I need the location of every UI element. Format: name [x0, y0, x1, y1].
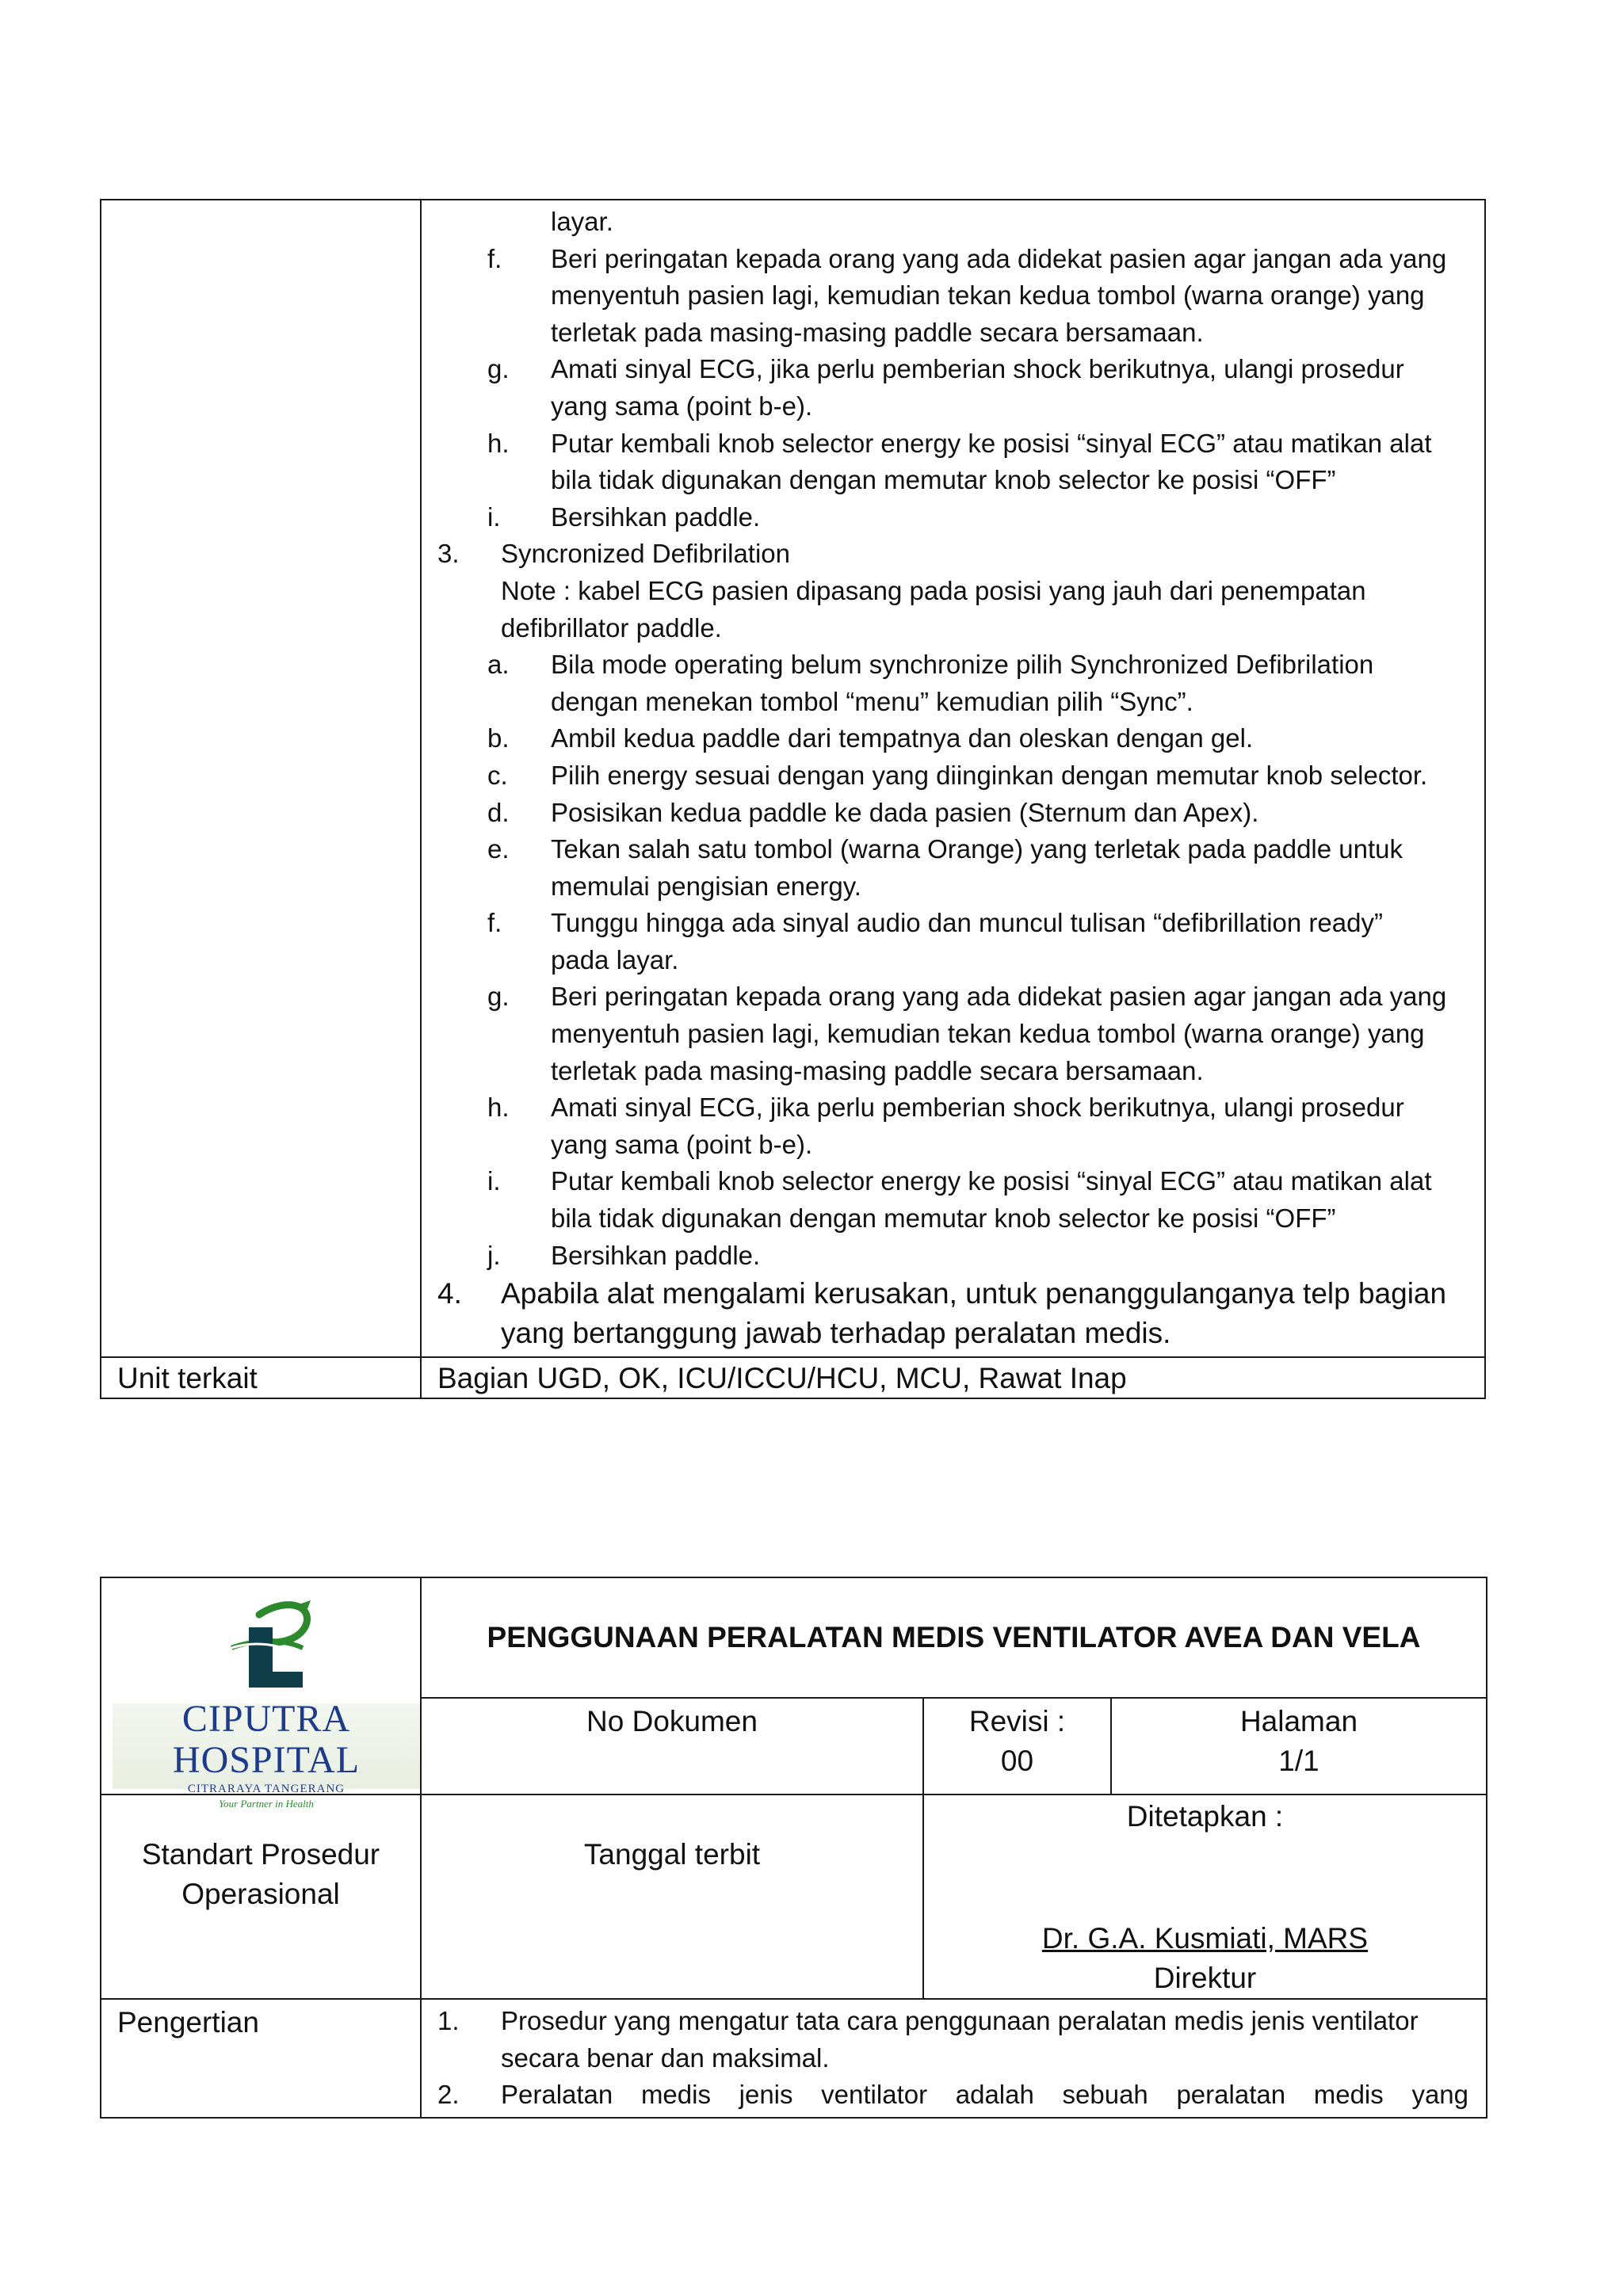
logo-tagline: Your Partner in Health: [219, 1798, 314, 1810]
list-item: 1. Prosedur yang mengatur tata cara penggunaan peralatan medis jenis ventilator secara benar dan maksimal.: [437, 2006, 1419, 2073]
section-heading: 3. Syncronized Defibrilation: [437, 539, 791, 569]
note-text: Note : kabel ECG pasien dipasang pada posisi yang jauh dari penempatan: [501, 575, 1366, 605]
list-item: j. Bersihkan paddle.: [487, 1240, 761, 1270]
list-item: f. Beri peringatan kepada orang yang ada didekat pasien agar jangan ada yang menyentuh pasien lagi, kemudian tekan kedua tombol (warna orange) yang terletak pada masing-masing paddle secara bersamaan.: [487, 243, 1447, 347]
list-item: i. Putar kembali knob selector energy ke posisi “sinyal ECG” atau matikan alat bila tidak digunakan dengan memutar knob selector ke posisi “OFF”: [487, 1166, 1432, 1234]
pengertian-label: Pengertian: [101, 1999, 421, 2118]
no-dokumen-label: No Dokumen: [421, 1698, 923, 1794]
sop-header-table: [100, 1577, 1487, 2119]
list-item: d. Posisikan kedua paddle ke dada pasien (Sternum dan Apex).: [487, 797, 1259, 827]
hospital-emblem-icon: [113, 1599, 420, 1702]
director-title: Direktur: [1153, 1962, 1257, 1994]
list-item: h. Amati sinyal ECG, jika perlu pemberian shock berikutnya, ulangi prosedur yang sama (point b-e).: [487, 1093, 1404, 1159]
list-item: a. Bila mode operating belum synchronize pilih Synchronized Defibrilation dengan menekan tombol “menu” kemudian pilih “Sync”.: [487, 650, 1374, 716]
list-item: b. Ambil kedua paddle dari tempatnya dan oleskan dengan gel.: [487, 723, 1254, 753]
pengertian-content: [421, 1999, 1487, 2118]
list-item: e. Tekan salah satu tombol (warna Orange) yang terletak pada paddle untuk memulai pengisian energy.: [487, 834, 1403, 901]
unit-terkait-label: Unit terkait: [101, 1357, 421, 1398]
logo-sub: CITRARAYA TANGERANG: [187, 1783, 346, 1795]
list-item: i. Bersihkan paddle.: [487, 502, 761, 532]
left-column-empty: [101, 200, 421, 1357]
list-item: g. Beri peringatan kepada orang yang ada didekat pasien agar jangan ada yang menyentuh pasien lagi, kemudian tekan kedua tombol (warna orange) yang terletak pada masing-masing paddle secara bersamaan.: [487, 982, 1447, 1085]
logo-name: CIPUTRA HOSPITAL: [172, 1698, 361, 1781]
hospital-logo: [101, 1577, 421, 1810]
halaman-cell: Halaman 1/1: [1111, 1698, 1487, 1794]
list-item: layar.: [551, 207, 613, 236]
revisi-cell: Revisi : 00: [923, 1698, 1111, 1794]
list-item: 2. Peralatan medis jenis ventilator adalah sebuah peralatan medis yang: [437, 2080, 1468, 2110]
sop-label: Standart Prosedur Operasional: [101, 1794, 421, 1999]
list-item: c. Pilih energy sesuai dengan yang diinginkan dengan memutar knob selector.: [487, 760, 1428, 790]
director-name: Dr. G.A. Kusmiati, MARS: [1041, 1922, 1369, 1955]
list-item: g. Amati sinyal ECG, jika perlu pemberian shock berikutnya, ulangi prosedur yang sama (point b-e).: [487, 354, 1404, 421]
list-item: 4. Apabila alat mengalami kerusakan, untuk penanggulanganya telp bagian yang bertanggung jawab terhadap peralatan medis.: [437, 1277, 1447, 1350]
list-item: h. Putar kembali knob selector energy ke posisi “sinyal ECG” atau matikan alat bila tidak digunakan dengan memutar knob selector ke posisi “OFF”: [487, 428, 1432, 495]
tanggal-terbit-label: Tanggal terbit: [421, 1794, 923, 1999]
document-title: PENGGUNAAN PERALATAN MEDIS VENTILATOR AVEA DAN VELA: [421, 1577, 1487, 1698]
list-item: f. Tunggu hingga ada sinyal audio dan muncul tulisan “defibrillation ready” pada layar.: [487, 908, 1383, 974]
unit-terkait-value: Bagian UGD, OK, ICU/ICCU/HCU, MCU, Rawat Inap: [421, 1357, 1485, 1398]
procedure-cell: layar. f. Beri peringatan kepada orang yang ada didekat pasien agar jangan ada yang menyentuh pasien lagi, kemudian tekan kedua tombol (warna orange) yang terletak pada masing-masing paddle secara bersamaan. g. Amati sinyal ECG, jika perlu pemberian shock berikutnya, ulangi prosedur yang sama (point b-e). h. Putar kembali knob selector energy ke posisi “sinyal ECG” atau matikan alat bila tidak digunakan dengan memutar knob selector ke posisi “OFF” i. Bersihkan paddle. 3. Syncronized Defibrilation Note : kabel ECG pasien dipasang pada posisi yang jauh dari penempatan defibrillator paddle. a. Bila mode operating belum synchronize pilih Synchronized Defibrilation dengan menekan tombol “menu” kemudian pilih “Sync”. b. Ambil kedua paddle dari tempatnya dan oleskan dengan gel. c. Pilih energy sesuai dengan yang diinginkan dengan memutar knob selector. d. Posisikan kedua paddle ke dada pasien (Sternum dan Apex). e. Tekan salah satu tombol (warna Orange) yang terletak pada paddle untuk memulai pengisian energy. f. Tunggu hingga ada sinyal audio dan muncul tulisan “defibrillation ready” pada layar. g. Beri peringatan kepada orang yang ada didekat pasien agar jangan ada yang menyentuh pasien lagi, kemudian tekan kedua tombol (warna orange) yang terletak pada masing-masing paddle secara bersamaan. h. Amati sinyal ECG, jika perlu pemberian shock berikutnya, ulangi prosedur yang sama (point b-e). i. Putar kembali knob selector energy ke posisi “sinyal ECG” atau matikan alat bila tidak digunakan dengan memutar knob selector ke posisi “OFF” j. Bersihkan paddle. 4. Apabila alat mengalami kerusakan, untuk penanggulanganya telp bagian yang bertanggung jawab terhadap peralatan medis.: [421, 200, 1485, 1357]
procedure-table-continued: [100, 199, 1486, 1399]
ditetapkan-cell: Ditetapkan : Dr. G.A. Kusmiati, MARS Direktur: [923, 1794, 1487, 1999]
